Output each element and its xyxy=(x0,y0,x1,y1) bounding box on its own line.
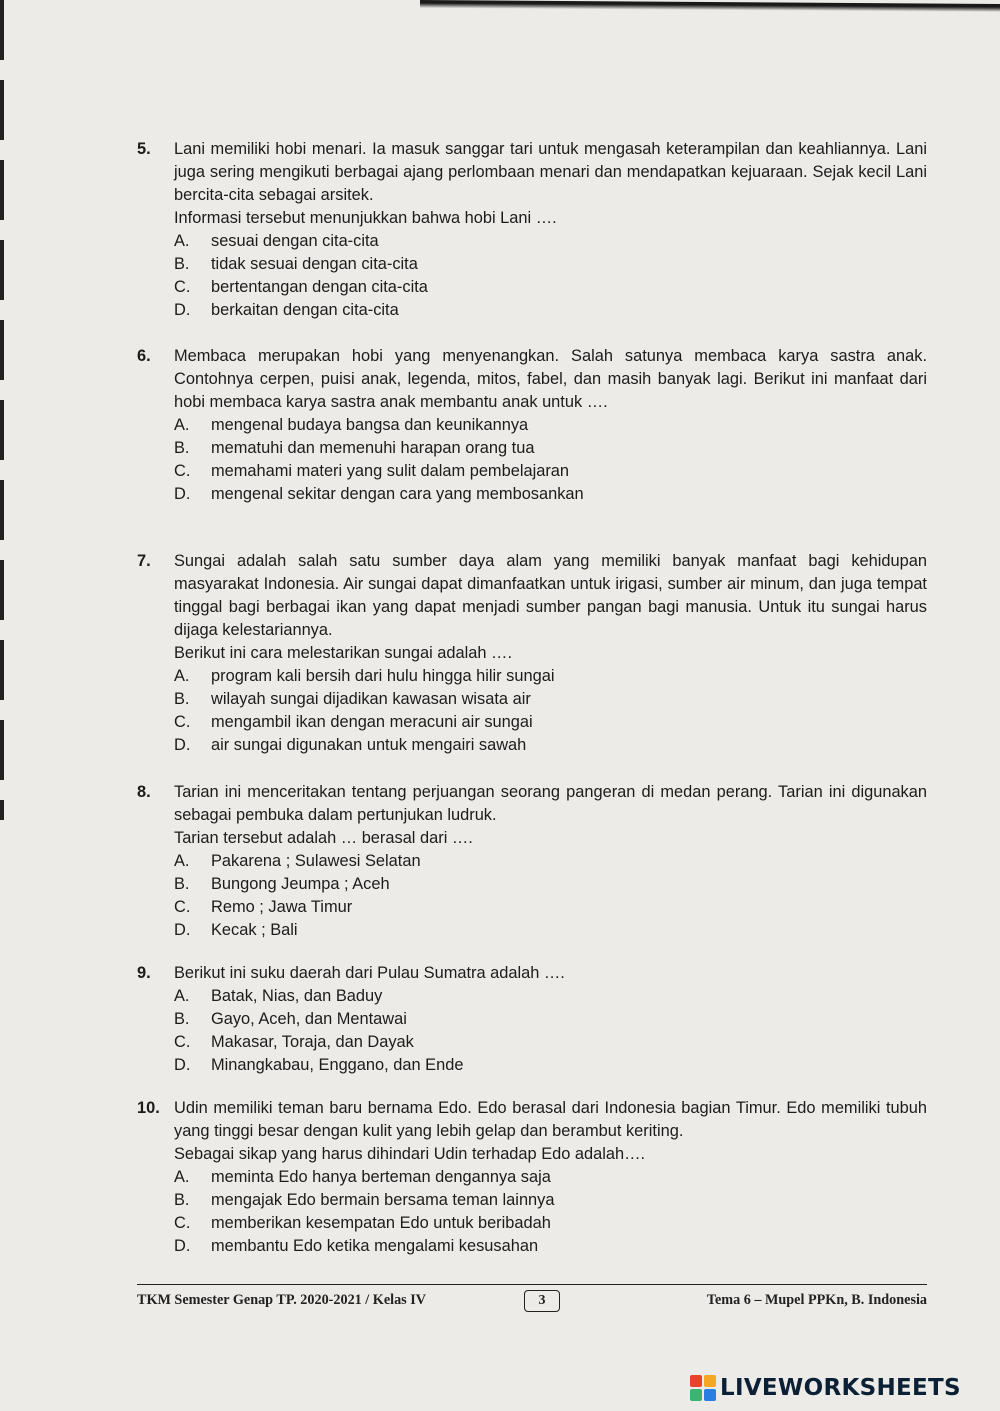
option-letter: C. xyxy=(174,713,191,731)
option-text: memberikan kesempatan Edo untuk beribadah xyxy=(211,1214,551,1232)
liveworksheets-logo-icon xyxy=(690,1375,716,1401)
footer-exam-info: TKM Semester Genap TP. 2020-2021 / Kelas IV xyxy=(137,1292,426,1308)
option-letter: C. xyxy=(174,278,191,296)
page-footer xyxy=(137,1290,927,1314)
question-8 xyxy=(137,781,927,942)
option-b[interactable] xyxy=(174,1008,927,1031)
question-stem: Lani memiliki hobi menari. Ia masuk sanggar tari untuk mengasah keterampilan dan keahliannya. Lani juga sering mengikuti berbagai ajang perlombaan menari dan mendapatkan kejuaraan. Sejak kecil Lani bercita-cita sebagai arsitek. xyxy=(174,140,927,204)
liveworksheets-watermark xyxy=(690,1374,961,1402)
option-b[interactable] xyxy=(174,688,927,711)
option-d[interactable] xyxy=(174,734,927,757)
option-b[interactable] xyxy=(174,1189,927,1212)
option-text: bertentangan dengan cita-cita xyxy=(211,278,428,296)
option-c[interactable] xyxy=(174,1212,927,1235)
option-text: tidak sesuai dengan cita-cita xyxy=(211,255,418,273)
option-text: Pakarena ; Sulawesi Selatan xyxy=(211,852,421,870)
option-letter: A. xyxy=(174,667,190,685)
option-text: wilayah sungai dijadikan kawasan wisata air xyxy=(211,690,531,708)
option-letter: C. xyxy=(174,898,191,916)
option-letter: A. xyxy=(174,232,190,250)
option-letter: D. xyxy=(174,1237,191,1255)
option-letter: C. xyxy=(174,1033,191,1051)
option-text: memahami materi yang sulit dalam pembelajaran xyxy=(211,462,570,480)
option-b[interactable] xyxy=(174,437,927,460)
option-b[interactable] xyxy=(174,873,927,896)
question-prompt: Berikut ini cara melestarikan sungai adalah …. xyxy=(174,644,513,662)
question-10 xyxy=(137,1097,927,1258)
question-stem: Sungai adalah salah satu sumber daya alam yang memiliki banyak manfaat bagi kehidupan masyarakat Indonesia. Air sungai dapat dimanfaatkan untuk irigasi, sumber air minum, dan juga tempat tinggal bagi berbagai ikan yang dapat menjadi sumber pangan bagi manusia. Untuk itu sungai harus dijaga kelestariannya. xyxy=(174,552,927,639)
option-text: Gayo, Aceh, dan Mentawai xyxy=(211,1010,407,1028)
footer-divider xyxy=(137,1284,927,1285)
question-9 xyxy=(137,962,927,1077)
option-text: meminta Edo hanya berteman dengannya saja xyxy=(211,1168,551,1186)
option-letter: B. xyxy=(174,690,190,708)
option-d[interactable] xyxy=(174,1054,927,1077)
question-stem: Berikut ini suku daerah dari Pulau Sumatra adalah …. xyxy=(174,964,565,982)
option-c[interactable] xyxy=(174,276,927,299)
option-a[interactable] xyxy=(174,850,927,873)
question-number: 7. xyxy=(137,552,151,570)
option-text: mengenal budaya bangsa dan keunikannya xyxy=(211,416,529,434)
option-letter: D. xyxy=(174,301,191,319)
option-c[interactable] xyxy=(174,896,927,919)
option-letter: A. xyxy=(174,987,190,1005)
footer-subject-info: Tema 6 – Mupel PPKn, B. Indonesia xyxy=(706,1292,927,1308)
option-letter: D. xyxy=(174,485,191,503)
option-letter: B. xyxy=(174,1010,190,1028)
option-letter: A. xyxy=(174,852,190,870)
option-text: mengenal sekitar dengan cara yang membosankan xyxy=(211,485,584,503)
question-6 xyxy=(137,345,927,506)
option-letter: D. xyxy=(174,736,191,754)
option-c[interactable] xyxy=(174,1031,927,1054)
option-text: mengambil ikan dengan meracuni air sungai xyxy=(211,713,533,731)
option-d[interactable] xyxy=(174,299,927,322)
option-letter: B. xyxy=(174,255,190,273)
question-7 xyxy=(137,550,927,757)
question-prompt: Sebagai sikap yang harus dihindari Udin terhadap Edo adalah…. xyxy=(174,1145,646,1163)
logo-tile xyxy=(690,1389,702,1401)
question-number: 8. xyxy=(137,783,151,801)
question-number: 5. xyxy=(137,140,151,158)
option-a[interactable] xyxy=(174,414,927,437)
option-letter: B. xyxy=(174,875,190,893)
option-text: berkaitan dengan cita-cita xyxy=(211,301,399,319)
logo-tile xyxy=(704,1375,716,1387)
option-letter: B. xyxy=(174,439,190,457)
option-letter: B. xyxy=(174,1191,190,1209)
option-letter: A. xyxy=(174,416,190,434)
option-a[interactable] xyxy=(174,1166,927,1189)
option-a[interactable] xyxy=(174,230,927,253)
option-letter: D. xyxy=(174,1056,191,1074)
option-text: Kecak ; Bali xyxy=(211,921,298,939)
option-c[interactable] xyxy=(174,711,927,734)
option-text: sesuai dengan cita-cita xyxy=(211,232,379,250)
option-text: Remo ; Jawa Timur xyxy=(211,898,353,916)
option-text: membantu Edo ketika mengalami kesusahan xyxy=(211,1237,539,1255)
option-letter: C. xyxy=(174,1214,191,1232)
question-stem: Membaca merupakan hobi yang menyenangkan. Salah satunya membaca karya sastra anak. Contohnya cerpen, puisi anak, legenda, mitos, fabel, dan masih banyak lagi. Berikut ini manfaat dari hobi membaca karya sastra anak membantu anak untuk …. xyxy=(174,347,927,411)
question-number: 9. xyxy=(137,964,151,982)
option-a[interactable] xyxy=(174,665,927,688)
option-letter: A. xyxy=(174,1168,190,1186)
option-text: mengajak Edo bermain bersama teman lainnya xyxy=(211,1191,555,1209)
option-text: air sungai digunakan untuk mengairi sawah xyxy=(211,736,527,754)
option-d[interactable] xyxy=(174,919,927,942)
option-letter: D. xyxy=(174,921,191,939)
question-prompt: Tarian tersebut adalah … berasal dari …. xyxy=(174,829,473,847)
option-d[interactable] xyxy=(174,483,927,506)
page-number-badge: 3 xyxy=(524,1290,560,1312)
option-text: mematuhi dan memenuhi harapan orang tua xyxy=(211,439,535,457)
option-text: program kali bersih dari hulu hingga hilir sungai xyxy=(211,667,555,685)
option-text: Minangkabau, Enggano, dan Ende xyxy=(211,1056,464,1074)
option-b[interactable] xyxy=(174,253,927,276)
question-stem: Tarian ini menceritakan tentang perjuangan seorang pangeran di medan perang. Tarian ini digunakan sebagai pembuka dalam pertunjukan ludruk. xyxy=(174,783,927,824)
watermark-text: LIVEWORKSHEETS xyxy=(720,1375,961,1401)
option-text: Makasar, Toraja, dan Dayak xyxy=(211,1033,414,1051)
question-stem: Udin memiliki teman baru bernama Edo. Edo berasal dari Indonesia bagian Timur. Edo memiliki tubuh yang tinggi besar dengan kulit yang lebih gelap dan berambut keriting. xyxy=(174,1099,927,1140)
option-text: Bungong Jeumpa ; Aceh xyxy=(211,875,390,893)
option-a[interactable] xyxy=(174,985,927,1008)
logo-tile xyxy=(704,1389,716,1401)
question-5 xyxy=(137,138,927,322)
question-number: 6. xyxy=(137,347,151,365)
option-letter: C. xyxy=(174,462,191,480)
option-c[interactable] xyxy=(174,460,927,483)
option-text: Batak, Nias, dan Baduy xyxy=(211,987,383,1005)
logo-tile xyxy=(690,1375,702,1387)
option-d[interactable] xyxy=(174,1235,927,1258)
question-prompt: Informasi tersebut menunjukkan bahwa hobi Lani …. xyxy=(174,209,557,227)
question-number: 10. xyxy=(137,1099,160,1117)
